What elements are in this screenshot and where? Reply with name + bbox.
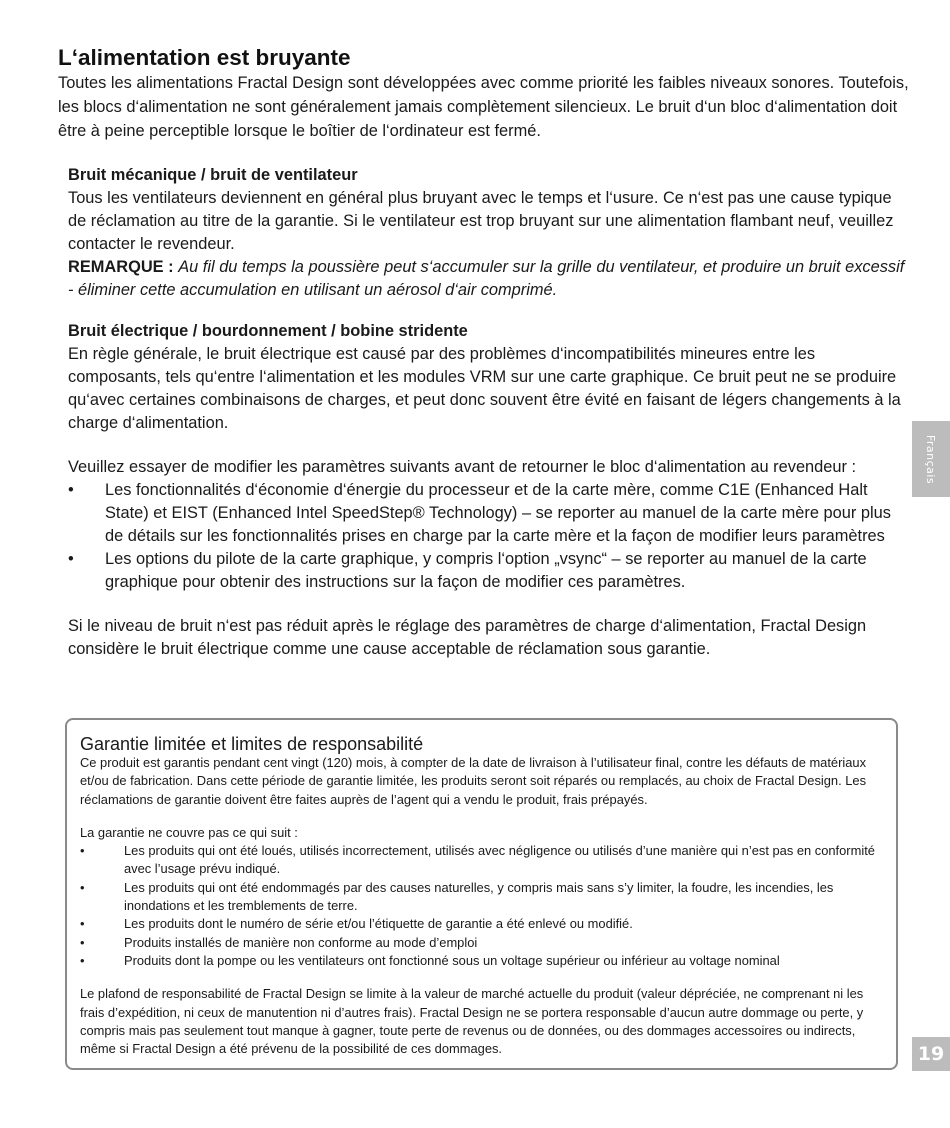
language-tab: [912, 421, 950, 497]
electrical-noise-heading: Bruit électrique / bourdonnement / bobine stridente: [68, 322, 468, 340]
mechanical-noise-section: [68, 164, 910, 302]
list-item-text: Les produits qui ont été loués, utilisés incorrectement, utilisés avec négligence ou utilisés d’une manière qui n’est pas en conformité avec l’usage prévu indiqué.: [124, 843, 875, 877]
list-item: [80, 842, 882, 879]
exclusions-list: [80, 842, 882, 970]
bullet-icon: •: [80, 916, 85, 932]
bullet-icon: •: [68, 481, 74, 499]
electrical-noise-text: En règle générale, le bruit électrique est causé par des problèmes d‘incompatibilités mineures entre les composants, tels qu‘entre l‘alimentation et les modules VRM sur une carte graphique. Ce bruit peut ne se produire qu‘avec certaines combinaisons de charges, et peut donc souvent être évité en faisant de légers changements à la charge d‘alimentation.: [68, 345, 901, 432]
mechanical-noise-heading: Bruit mécanique / bruit de ventilateur: [68, 166, 358, 184]
page-number: 19: [912, 1037, 950, 1071]
list-item-text: Les fonctionnalités d‘économie d‘énergie du processeur et de la carte mère, comme C1E (Enhanced Halt State) et EIST (Enhanced Intel SpeedStep® Technology) – se reporter au manuel de la carte mère pour plus de détails sur les fonctionnalités prises en charge par la carte mère et la façon de modifier leurs paramètres: [105, 481, 891, 545]
list-item-text: Les produits qui ont été endommagés par des causes naturelles, y compris mais sans s’y limiter, la foudre, les incendies, les inondations et les tremblements de terre.: [124, 879, 834, 914]
intro-paragraph: Toutes les alimentations Fractal Design sont développées avec comme priorité les faibles niveaux sonores. Toutefois, les blocs d‘alimentation ne sont généralement jamais complètement silencieux. Le bruit d‘un bloc d‘alimentation doit être à peine perceptible lorsque le boîtier de l‘ordinateur est fermé.: [58, 74, 909, 140]
settings-list: [68, 479, 910, 594]
bullet-icon: •: [80, 934, 85, 950]
liability-paragraph: Le plafond de responsabilité de Fractal Design se limite à la valeur de marché actuelle du produit (valeur dépréciée, ne comprenant ni les frais d’expédition, ni ceux de manutention ni d’autres frais). Fractal Design ne se portera responsable d’aucun autre dommage ou perte, y compris mais pas seulement tout manque à gagner, toute perte de revenus ou de données, ou des dommages accessoires ou indirects, même si Fractal Design a été prévenu de la possibilité de ces dommages.: [80, 986, 864, 1057]
warranty-paragraph: Ce produit est garantis pendant cent vingt (120) mois, à compter de la date de livraison à l’utilisateur final, contre les défauts de matériaux et/ou de fabrication. Dans cette période de garantie limitée, les produits seront soit réparés ou remplacés, au choix de Fractal Design. Les réclamations de garantie doivent être faites auprès de l’agent qui a vendu le produit, frais prépayés.: [80, 755, 867, 807]
list-item: [80, 952, 882, 970]
bullet-icon: •: [80, 843, 85, 859]
page-title: L‘alimentation est bruyante: [58, 45, 351, 70]
bullet-icon: •: [80, 952, 85, 968]
warranty-box: [65, 718, 898, 1070]
list-item: [68, 548, 910, 594]
list-item: [80, 879, 882, 916]
list-item: [80, 934, 882, 952]
remark-text: Au fil du temps la poussière peut s‘accumuler sur la grille du ventilateur, et produire un bruit excessif - éliminer cette accumulation en utilisant un aérosol d‘air comprimé.: [68, 258, 905, 299]
language-tab-label: Français: [924, 434, 938, 484]
list-item-text: Les options du pilote de la carte graphique, y compris l‘option „vsync“ – se reporter au manuel de la carte graphique pour obtenir des instructions sur la façon de modifier ces paramètres.: [105, 550, 867, 591]
exclusions-intro: La garantie ne couvre pas ce qui suit :: [80, 824, 298, 840]
remark: [68, 256, 910, 302]
warranty-title: Garantie limitée et limites de responsabilité: [80, 734, 424, 754]
bullet-icon: •: [80, 879, 85, 895]
settings-intro: Veuillez essayer de modifier les paramètres suivants avant de retourner le bloc d‘alimentation au revendeur :: [68, 458, 857, 476]
list-item: [80, 915, 882, 933]
bullet-icon: •: [68, 550, 74, 568]
settings-closing: Si le niveau de bruit n‘est pas réduit après le réglage des paramètres de charge d‘alimentation, Fractal Design considère le bruit électrique comme une cause acceptable de réclamation sous garantie.: [68, 617, 867, 658]
list-item-text: Les produits dont le numéro de série et/ou l’étiquette de garantie a été enlevé ou modifié.: [124, 916, 633, 932]
list-item: [68, 479, 910, 548]
settings-section: [68, 456, 910, 661]
electrical-noise-section: [68, 320, 910, 435]
list-item-text: Produits dont la pompe ou les ventilateurs ont fonctionné sous un voltage supérieur ou inférieur au voltage nominal: [124, 952, 780, 968]
mechanical-noise-text: Tous les ventilateurs deviennent en général plus bruyant avec le temps et l‘usure. Ce n‘est pas une cause typique de réclamation au titre de la garantie. Si le ventilateur est trop bruyant sur une alimentation flambant neuf, veuillez contacter le revendeur.: [68, 189, 894, 253]
list-item-text: Produits installés de manière non conforme au mode d’emploi: [124, 934, 478, 950]
remark-label: REMARQUE :: [68, 258, 174, 276]
